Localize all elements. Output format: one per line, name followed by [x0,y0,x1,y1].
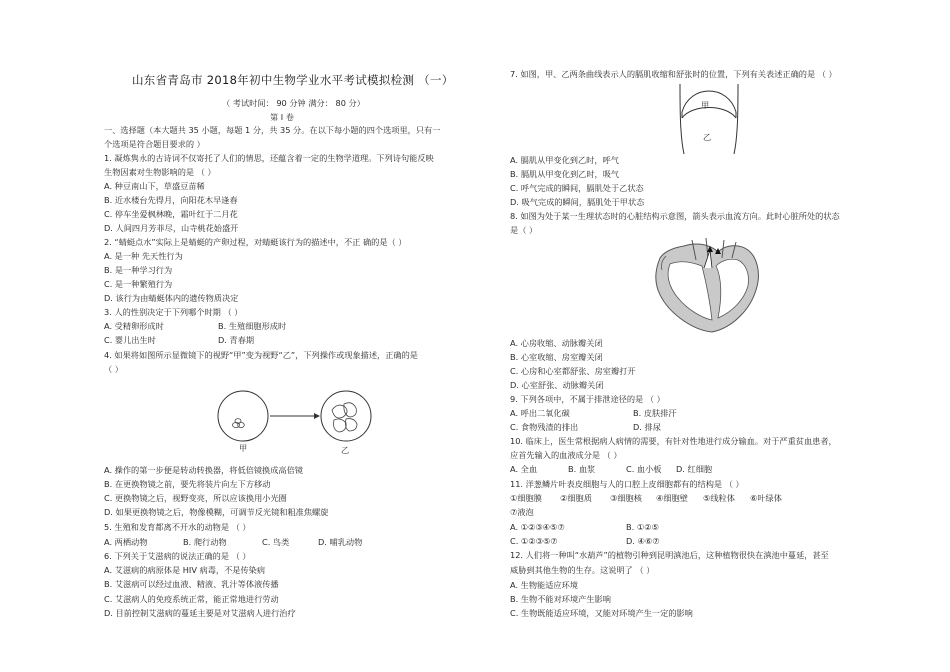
question-12: 12. 人们将一种叫“水葫芦”的植物引种到昆明滇池后，这种植物很快在滇池中蔓延，甚至 [510,550,829,560]
option-d: D. 青春期 [218,335,255,345]
option-b: B. 生物不能对环境产生影响 [510,594,611,604]
question-1: 1. 凝炼隽永的古诗词不仅寄托了人们的情思，还蕴含着一定的生物学道理。下列诗句能反映 [104,153,434,163]
option-c: C. 呼气完成的瞬间，膈肌处于乙状态 [510,183,644,193]
option-d: D. 如果更换物镜之后，物像模糊，可调节反光镜和粗准焦螺旋 [104,507,329,517]
diaphragm-figure [674,78,744,156]
option-c: C. 血小板 [626,464,662,474]
option-a: A. 全血 [510,464,538,474]
option-b: B. 是一种学习行为 [104,265,173,275]
option-b: B. ①②⑤ [626,522,659,532]
option-a: A. 是一种 先天性行为 [104,251,183,261]
option-c: C. 食物残渣的排出 [510,422,579,432]
option-c: C. ①②③⑤⑦ [510,536,558,546]
figure-label-yi: 乙 [341,445,350,455]
question-1: 生物因素对生物影响的是 （ ） [104,167,216,177]
question-11: 11. 洋葱鳞片叶表皮细胞与人的口腔上皮细胞都有的结构是 （ ） [510,479,744,489]
option-b: B. 膈肌从甲变化到乙时，吸气 [510,169,620,179]
structure-item: ③细胞核 [610,493,642,503]
option-c: C. 心房和心室都舒张、房室瓣打开 [510,366,636,376]
microscope-field-figure [210,380,375,460]
option-d: D. 该行为由蜻蜓体内的遗传物质决定 [104,293,239,303]
option-b: B. 艾滋病可以经过血液、精液、乳汁等体液传播 [104,579,279,589]
question-6: 6. 下列关于艾滋病的说法正确的是 （ ） [104,551,251,561]
option-b: B. 生殖细胞形成时 [218,321,287,331]
structure-item: ⑥叶绿体 [750,493,782,503]
option-d: D. 红细胞 [676,464,713,474]
question-7: 7. 如图，甲、乙两条曲线表示人的膈肌收缩和舒张时的位置，下列有关表述正确的是 （ ） [510,69,837,79]
option-c: C. 停车坐爱枫林晚，霜叶红于二月花 [104,209,238,219]
structure-item: ①细胞膜 [510,493,542,503]
option-d: D. ④⑥⑦ [626,536,660,546]
volume-label: 第 I 卷 [270,112,294,122]
question-4: 4. 如果将如图所示显微镜下的视野“甲”变为视野“乙”，下列操作或现象描述，正确的是 [104,350,418,360]
page-title: 山东省青岛市 2018年初中生物学业水平考试模拟检测 （一） [132,73,454,87]
heart-structure-figure [652,238,764,334]
structure-item: ④细胞壁 [656,493,688,503]
option-c: C. 艾滋病人的免疫系统正常，能正常地进行劳动 [104,594,279,604]
option-c: C. 生物既能适应环境，又能对环境产生一定的影响 [510,608,693,618]
question-12: 威胁到其他生物的生存。这说明了 （ ） [510,565,655,575]
question-8: 是（ ） [510,225,538,235]
option-d: D. 排尿 [633,422,661,432]
option-b: B. 心室收缩、房室瓣关闭 [510,352,603,362]
option-b: B. 血浆 [568,464,596,474]
section-instructions: 一、选择题（本大题共 35 小题，每题 1 分，共 35 分。在以下每小题的四个选项里，只有一 [104,125,441,135]
option-a: A. 种豆南山下，草盛豆苗稀 [104,181,205,191]
option-a: A. ①②③④⑤⑦ [510,522,565,532]
question-2: 2. “蜻蜓点水”实际上是蜻蜓的产卵过程，对蜻蜓该行为的描述中，不正 确的是（ ） [104,237,407,247]
option-b: B. 近水楼台先得月，向阳花木早逢春 [104,195,238,205]
question-8: 8. 如图为处于某一生理状态时的心脏结构示意图，箭头表示血流方向。此时心脏所处的状态 [510,211,840,221]
option-d: D. 目前控制艾滋病的蔓延主要是对艾滋病人进行治疗 [104,608,296,618]
figure-label-jia: 甲 [239,443,248,453]
option-c: C. 是一种繁殖行为 [104,279,173,289]
question-10: 应首先输入的血液成分是 （ ） [510,450,622,460]
option-a: A. 生物能适应环境 [510,580,578,590]
option-b: B. 皮肤排汗 [633,408,677,418]
structure-item: ⑤线粒体 [703,493,735,503]
option-a: A. 两栖动物 [104,537,148,547]
option-a: A. 受精卵形成时 [104,321,164,331]
option-a: A. 呼出二氧化碳 [510,408,570,418]
question-4: （ ） [104,364,123,374]
structure-item: ②细胞质 [560,493,592,503]
exam-info: （ 考试时间： 90 分钟 满分： 80 分） [222,98,365,108]
option-a: A. 操作的第一步便是转动转换器，将低倍镜换成高倍镜 [104,465,303,475]
option-a: A. 艾滋病的病原体是 HIV 病毒，不是传染病 [104,565,266,575]
option-d: D. 人间四月芳菲尽，山寺桃花始盛开 [104,223,239,233]
structure-item: ⑦液泡 [510,507,534,517]
option-a: A. 膈肌从甲变化到乙时，呼气 [510,155,619,165]
figure-label-yi: 乙 [703,132,712,142]
option-a: A. 心房收缩、动脉瓣关闭 [510,338,603,348]
option-c: C. 更换物镜之后，视野变亮，所以应该换用小光圈 [104,493,287,503]
question-5: 5. 生殖和发育都离不开水的动物是 （ ） [104,522,251,532]
option-d: D. 吸气完成的瞬间，膈肌处于甲状态 [510,197,645,207]
option-c: C. 鸟类 [262,537,290,547]
option-b: B. 爬行动物 [183,537,227,547]
option-d: D. 心室舒张、动脉瓣关闭 [510,380,604,390]
section-instructions: 个选项是符合题目要求的 ） [104,139,205,149]
question-10: 10. 临床上，医生常根据病人病情的需要，有针对性地进行成分输血。对于严重贫血患者， [510,436,837,446]
option-d: D. 哺乳动物 [318,537,363,547]
figure-label-jia: 甲 [701,100,710,110]
question-9: 9. 下列各项中，不属于排泄途径的是 （ ） [510,394,665,404]
question-3: 3. 人的性别决定于下列哪个时期 （ ） [104,307,243,317]
option-b: B. 在更换物镜之前，要先将装片向左下方移动 [104,479,271,489]
option-c: C. 婴儿出生时 [104,335,156,345]
